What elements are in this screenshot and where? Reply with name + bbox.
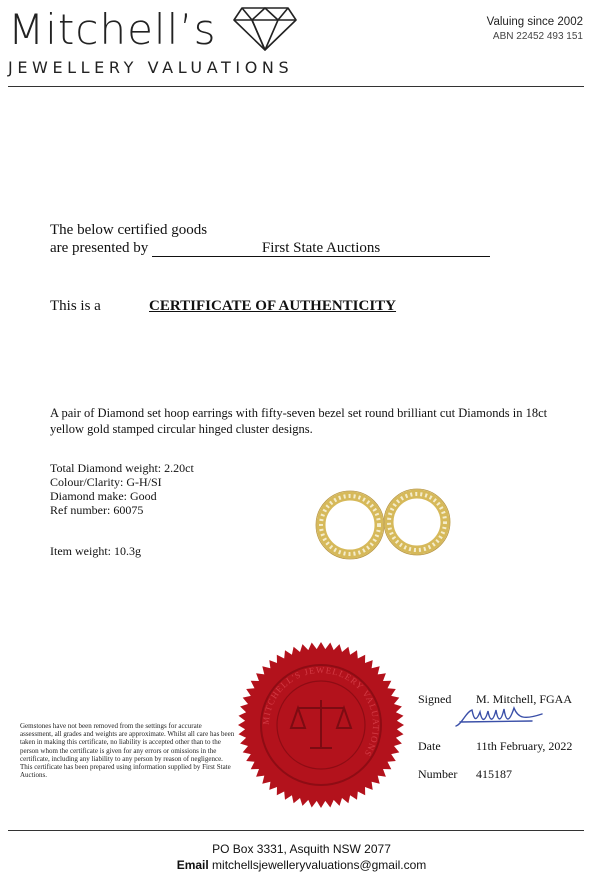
handwritten-signature xyxy=(452,702,552,732)
brand-name: Mitchell’s xyxy=(8,5,217,54)
signed-label: Signed xyxy=(418,692,452,706)
left-earring xyxy=(316,491,384,559)
red-wax-seal xyxy=(236,640,406,810)
certificate-number: 415187 xyxy=(476,767,512,781)
date-value: 11th February, 2022 xyxy=(476,739,573,753)
diamond-make: Diamond make: Good xyxy=(50,489,157,503)
email-label: Email xyxy=(176,858,209,872)
email-line xyxy=(0,858,603,872)
valuing-since: Valuing since 2002 xyxy=(486,16,583,28)
item-description: A pair of Diamond set hoop earrings with fifty-seven bezel set round brilliant cut Diamonds in 18ct yellow gold stamped circular hinged cluster designs. xyxy=(50,406,548,436)
certificate-title: CERTIFICATE OF AUTHENTICITY xyxy=(149,298,397,314)
presenter-name: First State Auctions xyxy=(152,241,490,257)
signed-name: M. Mitchell, FGAA xyxy=(476,692,572,706)
brand-subtitle: JEWELLERY VALUATIONS xyxy=(8,58,294,77)
disclaimer-text: Gemstones have not been removed from the settings for accurate assessment, all grades and weights are approximate. Whilst all care has been taken in making this certificate, no liability is accepted other than to the person whom the certificate is given for any errors or omissions in the certificate, including any liability to any person by reason of negligence. This certificate has been prepared using information supplied by First State Auctions. xyxy=(20,722,235,780)
right-earring xyxy=(384,489,450,555)
total-diamond-weight: Total Diamond weight: 2.20ct xyxy=(50,461,194,475)
seal-ring-text: MITCHELL'S JEWELLERY VALUATIONS xyxy=(260,664,382,759)
item-weight: Item weight: 10.3g xyxy=(50,544,141,558)
colour-clarity: Colour/Clarity: G-H/SI xyxy=(50,475,162,489)
email-address[interactable]: mitchellsjewelleryvaluations@gmail.com xyxy=(212,858,427,872)
intro-line-1: The below certified goods xyxy=(50,222,208,238)
diamond-logo-icon xyxy=(232,4,298,52)
postal-address: PO Box 3331, Asquith NSW 2077 xyxy=(212,842,391,856)
number-label: Number xyxy=(418,767,458,781)
footer-divider xyxy=(8,830,584,831)
cert-prefix: This is a xyxy=(50,298,101,314)
earrings-photo xyxy=(310,478,460,568)
intro-prefix: are presented by xyxy=(50,240,149,256)
header-divider xyxy=(8,86,584,87)
abn-number: ABN 22452 493 151 xyxy=(492,31,583,42)
ref-number: Ref number: 60075 xyxy=(50,503,144,517)
intro-line-2 xyxy=(50,240,490,257)
date-label: Date xyxy=(418,739,441,753)
